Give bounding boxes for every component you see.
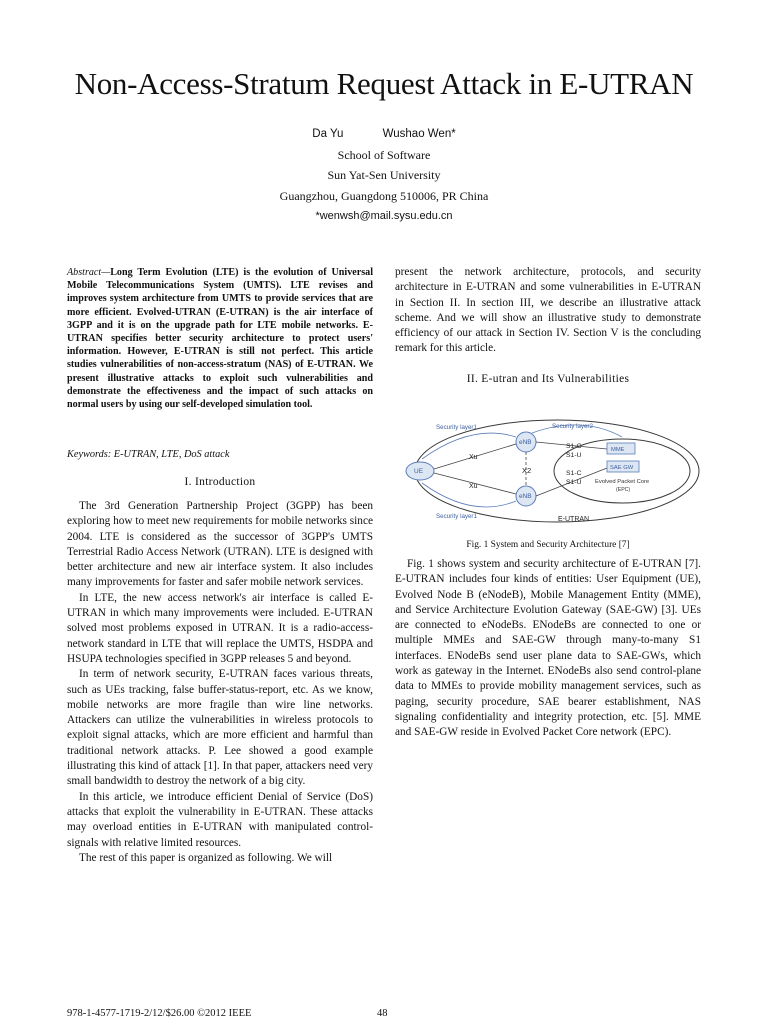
figure-label: eNB — [519, 493, 532, 500]
affiliation-school: School of Software — [337, 148, 431, 162]
figure-label: S1-C — [566, 470, 582, 477]
affiliation-university: Sun Yat-Sen University — [327, 168, 441, 182]
figure-label: Security layer2 — [552, 423, 593, 430]
paragraph: In LTE, the new access network's air interface is called E-UTRAN in which many improvements were included. E-UTRAN solved most problems exposed in UTRAN. It is a radio-access-network standard in LTE that will replace the UMTS, HSDPA and HSUPA technologies specified in 3GPP releases 5 and beyond. — [67, 591, 373, 665]
footer-isbn: 978-1-4577-1719-2/12/$26.00 ©2012 IEEE — [67, 1008, 252, 1019]
figure-label: E-UTRAN — [558, 516, 590, 523]
figure-label: UE — [414, 468, 424, 475]
abstract-text: Long Term Evolution (LTE) is the evolution of Universal Mobile Telecommunications System (UMTS). LTE revises and improves system architecture from UMTS to provide services that are more efficient. Evolved-UTRAN (E-UTRAN) is the air interface of 3GPP and it is on the upgrade path for LTE mobile networks. E-UTRAN specifies better security architecture to protect users' information. However, E-UTRAN is still not perfect. This article studies vulnerabilities of non-access-stratum (NAS) of E-UTRAN. We present illustrative attacks to exploit such vulnerabilities and demonstrate the effectiveness and the impact of such attacks on normal users by using our self-developed simulation tool. — [67, 267, 373, 411]
paragraph: In this article, we introduce efficient Denial of Service (DoS) attacks that exploit the vulnerability in E-UTRAN. These attacks may overload entities in E-UTRAN with manipulated control-signals with relative limited resources. — [67, 790, 373, 849]
figure-label: Security layer1 — [436, 513, 477, 520]
page-number: 48 — [377, 1008, 388, 1019]
author-name: Wushao Wen* — [382, 128, 456, 140]
paragraph: In term of network security, E-UTRAN faces various threats, such as UEs tracking, false buffer-status-report, etc. As we know, mobile networks are more fragile than wire line networks. Attackers can utilize the vulnerabilities in wireless protocols to exploit signal attacks, which are more efficient and harmful than traditional network attacks. P. Lee showed a good example illustrating this kind of attack [1]. In that paper, attackers need very small bandwidth to destroy the network of a big city. — [67, 668, 373, 788]
abstract — [67, 266, 373, 411]
paragraph: Fig. 1 shows system and security architecture of E-UTRAN [7]. E-UTRAN includes four kinds of entities: User Equipment (UE), Evolved Node B (eNodeB), Mobile Management Entity (MME), and Service Architecture Evolution Gateway (SAE-GW) [3]. UEs are connected to eNodeBs. ENodeBs are connected to one or multiple MMEs and SAE-GW through many-to-many S1 interfaces. ENodeBs send user plane data to SAE-GWs, which work as gateway in the Internet. ENodeBs also send control-plane data to MMEs to provide mobility management services, such as paging, security procedure, SAE bearer establishment, NAS signaling confidentiality and integrity protection, etc. [5]. MME and SAE-GW reside in Evolved Packet Core network (EPC). — [395, 558, 701, 739]
paragraph: The rest of this paper is organized as following. We will — [79, 851, 333, 864]
paragraph: The 3rd Generation Partnership Project (3GPP) has been exploring how to meet new requirements for mobile networks since 2004. LTE is considered as the successor of 3GPP's UMTS Terrestrial Radio Access Network (UTRAN). LTE is designed with better architecture and new air interface system. It also includes many improvements for faster and safer mobile network services. — [67, 500, 373, 589]
figure-label: S1-C — [566, 443, 582, 450]
author-email: *wenwsh@mail.sysu.edu.cn — [315, 210, 453, 222]
affiliation-address: Guangzhou, Guangdong 510006, PR China — [279, 189, 489, 203]
eutran-boundary — [415, 420, 699, 522]
figure-label: S1-U — [566, 479, 582, 486]
figure-label: S1-U — [566, 452, 582, 459]
figure-label: Xu — [469, 454, 478, 461]
author-name: Da Yu — [312, 128, 344, 140]
figure-caption: Fig. 1 System and Security Architecture [7] — [466, 540, 630, 550]
figure-label: (EPC) — [616, 487, 631, 493]
keywords: Keywords: E-UTRAN, LTE, DoS attack — [67, 449, 230, 460]
figure-label: X2 — [522, 466, 532, 475]
author-list — [0, 128, 768, 140]
figure-label: eNB — [519, 439, 532, 446]
figure-label: MME — [611, 447, 625, 453]
section-heading-introduction: I. Introduction — [184, 476, 256, 488]
figure-label: SAE GW — [610, 465, 634, 471]
architecture-figure — [402, 415, 702, 527]
intro-continuation: present the network architecture, protocols, and security architecture in E-UTRAN and some vulnerabilities in E-UTRAN in Section II. In section III, we describe an illustrative attack scheme. And we will show an illustrative study to demonstrate efficiency of our attack in Section IV. Section V is the concluding remark for this article. — [395, 266, 701, 355]
section2-body — [395, 557, 701, 741]
paper-title: Non-Access-Stratum Request Attack in E-UTRAN — [74, 66, 694, 101]
section-heading-vulnerabilities: II. E-utran and Its Vulnerabilities — [466, 373, 630, 385]
figure-label: Evolved Packet Core — [595, 479, 650, 485]
figure-label: Security layer1 — [436, 424, 477, 431]
abstract-label: Abstract— — [67, 267, 111, 278]
figure-label: Xu — [469, 483, 478, 490]
introduction-body — [67, 499, 373, 866]
